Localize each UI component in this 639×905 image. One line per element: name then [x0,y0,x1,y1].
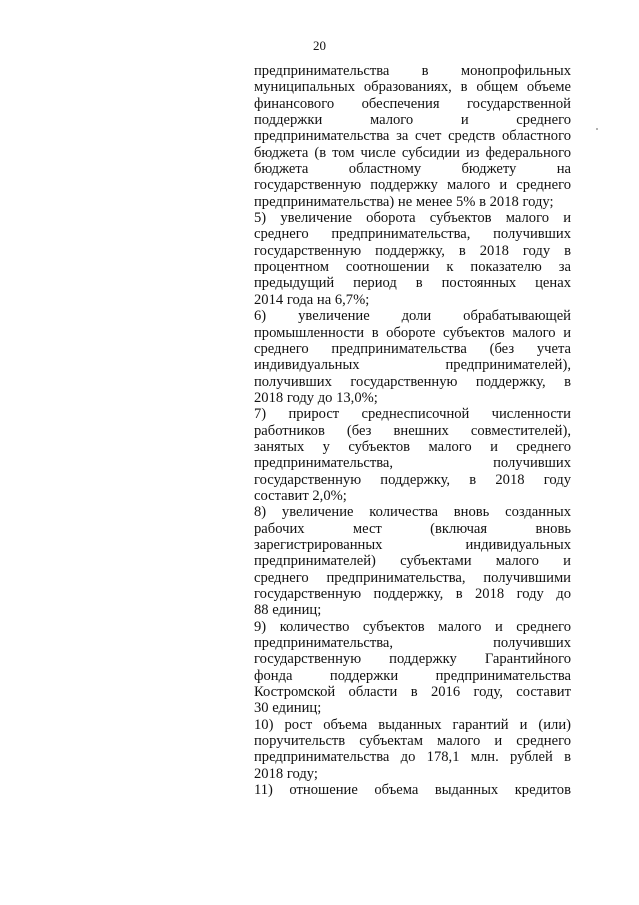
text-line: 10) рост объема выданных гарантий и (или) [254,716,571,733]
text-line: индивидуальных предпринимателей), [254,357,571,374]
text-line: рабочих мест (включая вновь [254,520,571,537]
text-line: предпринимателей) субъектами малого и [254,553,571,570]
text-line: государственную поддержку, в 2018 году до [254,586,571,602]
text-line: 88 единиц; [254,602,322,619]
text-line: муниципальных образованиях, в общем объеме [254,79,571,96]
text-line: 7) прирост среднесписочной численности [254,406,571,423]
text-line: 2018 году; [254,765,318,782]
text-line: промышленности в обороте субъектов малого и [254,324,571,341]
text-line: государственную поддержку, в 2018 году в [254,242,571,259]
text-line: фонда поддержки предпринимательства [254,667,571,684]
document-body [254,63,571,798]
text-line: поддержки малого и среднего [254,112,571,129]
text-line: бюджета областному бюджету на [254,161,571,178]
text-line: государственную поддержку малого и среднего [254,177,571,194]
text-line: предпринимательства в монопрофильных [254,63,571,79]
text-line: предпринимательства за счет средств областного [254,128,571,145]
text-line: предпринимательства до 178,1 млн. рублей в [254,749,571,766]
scan-speck [596,128,598,130]
text-line: государственную поддержку Гарантийного [254,651,571,668]
text-line: зарегистрированных индивидуальных [254,536,571,553]
text-line: 9) количество субъектов малого и среднего [254,618,571,635]
text-line: 2018 году до 13,0%; [254,389,378,406]
text-line: 6) увеличение доли обрабатывающей [254,308,571,325]
text-line: государственную поддержку, в 2018 году [254,471,571,488]
text-line: получивших государственную поддержку, в [254,373,571,390]
text-line: 5) увеличение оборота субъектов малого и [254,210,571,227]
page-number: 20 [313,38,326,53]
text-line: предыдущий период в постоянных ценах [254,275,571,292]
text-line: среднего предпринимательства (без учета [254,340,571,357]
text-line: поручительств субъектам малого и среднего [254,733,571,750]
text-line: предпринимательства, получивших [254,455,571,472]
text-line: предпринимательства) не менее 5% в 2018 году; [254,193,554,210]
text-line: предпринимательства, получивших [254,635,571,652]
text-line: финансового обеспечения государственной [254,95,571,112]
text-line: 8) увеличение количества вновь созданных [254,504,571,521]
text-line: среднего предпринимательства, получивших [254,226,571,243]
text-line: бюджета (в том числе субсидии из федерального [254,144,571,161]
text-line: занятых у субъектов малого и среднего [254,438,571,455]
text-line: 11) отношение объема выданных кредитов [254,782,571,799]
text-line: процентном соотношении к показателю за [254,259,571,276]
text-line: работников (без внешних совместителей), [254,422,571,439]
text-line: среднего предпринимательства, получившими [254,569,571,586]
text-line: 30 единиц; [254,700,322,717]
text-line: 2014 года на 6,7%; [254,291,370,308]
text-line: составит 2,0%; [254,487,347,504]
text-line: Костромской области в 2016 году, составит [254,684,571,701]
